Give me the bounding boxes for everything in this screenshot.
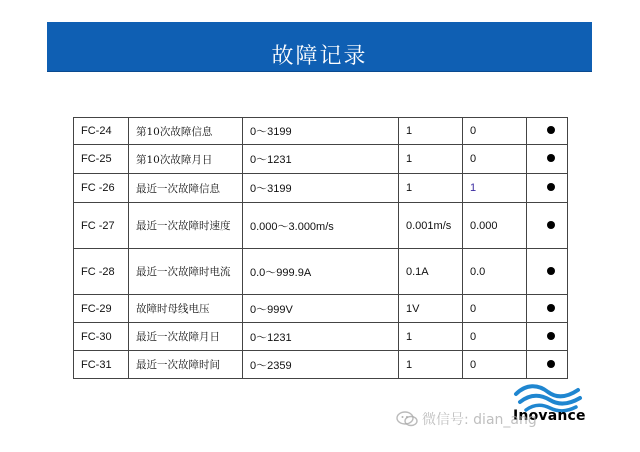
- param-name: 最近一次故障时间: [129, 351, 243, 379]
- table-row: [74, 351, 568, 379]
- parameter-table: [73, 117, 568, 379]
- param-flag: [527, 249, 568, 295]
- table-row: [74, 174, 568, 203]
- param-default: 1: [463, 174, 527, 203]
- param-name: 最近一次故障月日: [129, 323, 243, 351]
- page-title: 故障记录: [271, 44, 368, 69]
- param-code: FC -28: [74, 249, 129, 295]
- bullet-icon: [547, 267, 555, 275]
- param-range: 0～1231: [243, 323, 399, 351]
- param-unit: 1: [399, 323, 463, 351]
- param-flag: [527, 295, 568, 323]
- wechat-icon: [396, 410, 418, 428]
- param-default: 0: [463, 351, 527, 379]
- param-unit: 1: [399, 145, 463, 174]
- param-flag: [527, 145, 568, 174]
- param-range: 0～999V: [243, 295, 399, 323]
- table-row: [74, 145, 568, 174]
- bullet-icon: [547, 183, 555, 191]
- param-code: FC-24: [74, 118, 129, 145]
- param-unit: 0.001m/s: [399, 203, 463, 249]
- param-range: 0～3199: [243, 118, 399, 145]
- param-unit: 1V: [399, 295, 463, 323]
- param-flag: [527, 118, 568, 145]
- bullet-icon: [547, 332, 555, 340]
- param-name: 最近一次故障时电流: [129, 249, 243, 295]
- param-name: 第10次故障月日: [129, 145, 243, 174]
- param-unit: 1: [399, 118, 463, 145]
- param-name: 第10次故障信息: [129, 118, 243, 145]
- param-unit: 0.1A: [399, 249, 463, 295]
- param-code: FC -26: [74, 174, 129, 203]
- watermark: [396, 409, 537, 429]
- param-default: 0: [463, 118, 527, 145]
- bullet-icon: [547, 360, 555, 368]
- bullet-icon: [547, 154, 555, 162]
- bullet-icon: [547, 221, 555, 229]
- title-bar: [47, 22, 592, 72]
- param-default: 0: [463, 295, 527, 323]
- param-name: 最近一次故障时速度: [129, 203, 243, 249]
- param-range: 0～3199: [243, 174, 399, 203]
- param-default: 0.000: [463, 203, 527, 249]
- param-range: 0.000～3.000m/s: [243, 203, 399, 249]
- param-default: 0: [463, 145, 527, 174]
- param-flag: [527, 323, 568, 351]
- table-row: [74, 249, 568, 295]
- param-flag: [527, 203, 568, 249]
- param-name: 最近一次故障信息: [129, 174, 243, 203]
- param-code: FC-31: [74, 351, 129, 379]
- param-code: FC -27: [74, 203, 129, 249]
- table-row: [74, 323, 568, 351]
- param-unit: 1: [399, 174, 463, 203]
- param-code: FC-25: [74, 145, 129, 174]
- param-name: 故障时母线电压: [129, 295, 243, 323]
- watermark-text: 微信号: dian_ang: [422, 412, 537, 428]
- param-default: 0: [463, 323, 527, 351]
- bullet-icon: [547, 126, 555, 134]
- param-flag: [527, 174, 568, 203]
- param-code: FC-30: [74, 323, 129, 351]
- param-unit: 1: [399, 351, 463, 379]
- param-range: 0～1231: [243, 145, 399, 174]
- brand-logo-text: Inovance: [513, 408, 586, 424]
- bullet-icon: [547, 304, 555, 312]
- table-row: [74, 295, 568, 323]
- table-row: [74, 118, 568, 145]
- table-row: [74, 203, 568, 249]
- param-code: FC-29: [74, 295, 129, 323]
- param-range: 0.0～999.9A: [243, 249, 399, 295]
- param-default: 0.0: [463, 249, 527, 295]
- param-range: 0～2359: [243, 351, 399, 379]
